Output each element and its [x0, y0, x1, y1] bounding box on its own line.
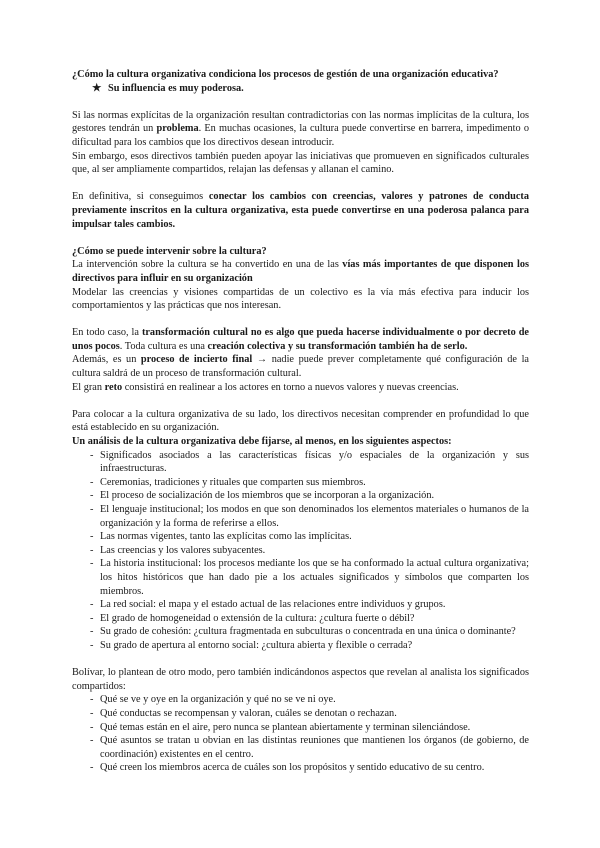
- list-item: - Ceremonias, tradiciones y rituales que comparten sus miembros.: [72, 476, 529, 490]
- paragraph-understand-organization: Para colocar a la cultura organizativa de su lado, los directivos necesitan comprender en profundidad lo que está establecido en su organización.: [72, 408, 529, 434]
- list-item: - Su grado de cohesión: ¿cultura fragmentada en subculturas o concentrada en una única o dominante?: [72, 625, 529, 639]
- paragraph-conclusion: En definitiva, si conseguimos conectar los cambios con creencias, valores y patrones de conducta previamente inscritos en la cultura organizativa, esta puede convertirse en una poderosa palanca para impulsar tales cambios.: [72, 191, 529, 230]
- paragraph-explicit-norms: Si las normas explícitas de la organización resultan contradictorias con las normas implícitas de la cultura, los gestores tendrán un problema. En muchas ocasiones, la cultura puede convertirse en barrera, impedimento o dificultad para los cambios que los directivos desean introducir.: [72, 109, 529, 148]
- analysis-aspects-list: [72, 449, 529, 653]
- list-item: - Qué asuntos se tratan u obvian en las distintas reuniones que mantienen los órganos (de gobierno, de coordinación) existentes en el centro.: [72, 734, 529, 761]
- list-item: - Qué conductas se recompensan y valoran, cuáles se denotan o rechazan.: [72, 707, 529, 721]
- star-bullet-line: [72, 82, 529, 96]
- paragraph-transformation: En todo caso, la transformación cultural no es algo que pueda hacerse individualmente o por decreto de unos pocos. Toda cultura es una creación colectiva y su transformación también ha de serlo.: [72, 327, 530, 352]
- list-item: - Qué se ve y oye en la organización y qué no se ve ni oye.: [72, 693, 529, 707]
- star-icon: ★: [92, 82, 102, 94]
- paragraph-uncertain-process: Además, es un proceso de incierto final → nadie puede prever completamente qué configuración de la cultura saldrá de un proceso de transformación cultural.: [72, 354, 529, 380]
- list-item: - El lenguaje institucional; los modos en que son denominados los elementos materiales o humanos de la organización y la forma de referirse a ellos.: [72, 503, 529, 530]
- section-heading-culture-influence: ¿Cómo la cultura organizativa condiciona los procesos de gestión de una organización educativa?: [72, 69, 499, 80]
- section-heading-intervention: ¿Cómo se puede intervenir sobre la cultura?: [72, 245, 267, 257]
- list-item: - Las normas vigentes, tanto las explícitas como las implícitas.: [72, 530, 529, 544]
- list-item: - Su grado de apertura al entorno social: ¿cultura abierta y flexible o cerrada?: [72, 639, 529, 653]
- paragraph-intervention: La intervención sobre la cultura se ha convertido en una de las vías más importantes de que disponen los directivos para influir en su organización: [72, 259, 530, 284]
- paragraph-modeling-beliefs: Modelar las creencias y visiones compartidas de un colectivo es la vía más efectiva para inducir los comportamientos y las prácticas que nos interesan.: [72, 286, 529, 312]
- list-item: - El grado de homogeneidad o extensión de la cultura: ¿cultura fuerte o débil?: [72, 612, 529, 626]
- star-bullet-text: Su influencia es muy poderosa.: [108, 82, 244, 94]
- paragraph-challenge: El gran reto consistirá en realinear a los actores en torno a nuevos valores y nuevas creencias.: [72, 381, 459, 393]
- list-item: - Qué creen los miembros acerca de cuáles son los propósitos y sentido educativo de su centro.: [72, 761, 529, 775]
- list-item: - Qué temas están en el aire, pero nunca se plantean abiertamente y terminan silenciándose.: [72, 721, 529, 735]
- paragraph-bolivar: Bolívar, lo plantean de otro modo, pero también indicándonos aspectos que revelan al analista los significados compartidos:: [72, 667, 529, 692]
- list-item: - Las creencias y los valores subyacentes.: [72, 544, 529, 558]
- list-item: - La red social: el mapa y el estado actual de las relaciones entre individuos y grupos.: [72, 598, 529, 612]
- paragraph-directors-support: Sin embargo, esos directivos también pueden apoyar las iniciativas que promueven en significados culturales que, al ser ampliamente compartidos, relajan las defensas y allanan el camino.: [72, 150, 529, 176]
- list-item: - Significados asociados a las características físicas y/o espaciales de la organización y sus infraestructuras.: [72, 449, 529, 476]
- list-item: - La historia institucional: los procesos mediante los que se ha conformado la actual cultura organizativa; los hitos históricos que han dado pie a los actuales significados y símbolos que comparten los miembros.: [72, 557, 529, 598]
- shared-meanings-list: [72, 693, 529, 775]
- document-page: [72, 68, 529, 775]
- list-item: - El proceso de socialización de los miembros que se incorporan a la organización.: [72, 489, 529, 503]
- analysis-heading: Un análisis de la cultura organizativa debe fijarse, al menos, en los siguientes aspectos:: [72, 436, 452, 448]
